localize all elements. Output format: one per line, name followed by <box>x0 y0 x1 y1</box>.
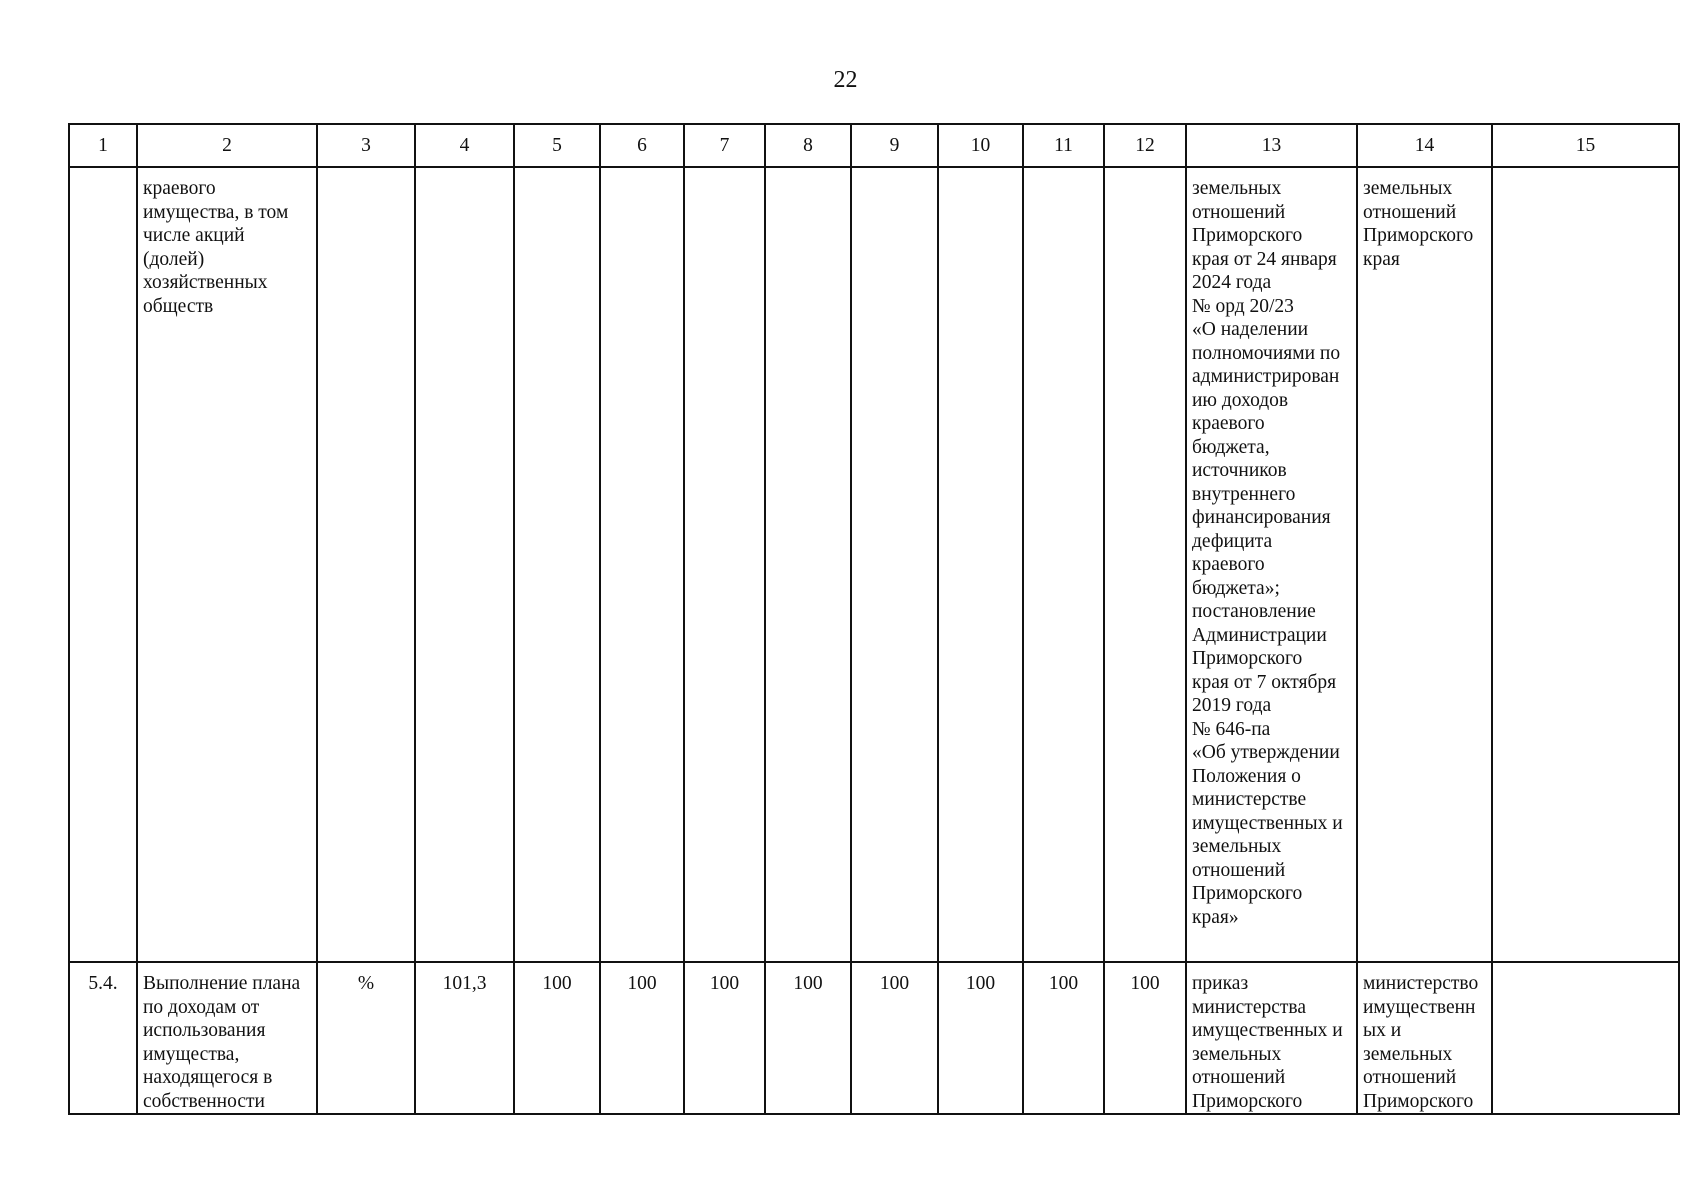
page-number: 22 <box>833 67 858 93</box>
table-row <box>69 167 1679 962</box>
cell-notes <box>1492 962 1679 1114</box>
cell-value <box>765 167 851 962</box>
column-header: 8 <box>765 124 851 167</box>
cell-value: 100 <box>600 962 684 1114</box>
cell-value: 100 <box>684 962 765 1114</box>
cell-value <box>415 167 514 962</box>
cell-responsible: министерство имущественн ых и земельных отношений Приморского <box>1357 962 1492 1114</box>
cell-value: 100 <box>765 962 851 1114</box>
column-header: 9 <box>851 124 938 167</box>
cell-value: 101,3 <box>415 962 514 1114</box>
cell-value: 100 <box>514 962 600 1114</box>
cell-indicator-name: краевого имущества, в том числе акций (долей) хозяйственных обществ <box>137 167 317 962</box>
column-header: 4 <box>415 124 514 167</box>
cell-value <box>684 167 765 962</box>
cell-value: 100 <box>938 962 1023 1114</box>
cell-value <box>600 167 684 962</box>
cell-unit: % <box>317 962 415 1114</box>
column-header: 11 <box>1023 124 1104 167</box>
column-header: 5 <box>514 124 600 167</box>
cell-legal-basis: приказ министерства имущественных и земельных отношений Приморского <box>1186 962 1357 1114</box>
cell-indicator-name: Выполнение плана по доходам от использования имущества, находящегося в собственности <box>137 962 317 1114</box>
cell-legal-basis: земельных отношений Приморского края от 24 января 2024 года № орд 20/23 «О наделении полномочиями по администрирован ию доходов краевого бюджета, источников внутреннего финансирования дефицита краевого бюджета»; постановление Администрации Приморского края от 7 октября 2019 года № 646-па «Об утверждении Положения о министерстве имущественных и земельных отношений Приморского края» <box>1186 167 1357 962</box>
column-header: 6 <box>600 124 684 167</box>
cell-value: 100 <box>1104 962 1186 1114</box>
column-header: 2 <box>137 124 317 167</box>
column-header: 3 <box>317 124 415 167</box>
column-header: 15 <box>1492 124 1679 167</box>
column-header: 7 <box>684 124 765 167</box>
indicators-table <box>68 123 1680 1115</box>
cell-value: 100 <box>1023 962 1104 1114</box>
cell-number: 5.4. <box>69 962 137 1114</box>
column-header: 12 <box>1104 124 1186 167</box>
cell-notes <box>1492 167 1679 962</box>
column-header: 1 <box>69 124 137 167</box>
cell-unit <box>317 167 415 962</box>
column-header: 13 <box>1186 124 1357 167</box>
cell-value <box>1104 167 1186 962</box>
cell-value: 100 <box>851 962 938 1114</box>
column-header: 14 <box>1357 124 1492 167</box>
cell-responsible: земельных отношений Приморского края <box>1357 167 1492 962</box>
table-row <box>69 962 1679 1114</box>
column-number-header <box>69 124 1679 167</box>
cell-value <box>514 167 600 962</box>
cell-value <box>1023 167 1104 962</box>
cell-value <box>851 167 938 962</box>
cell-value <box>938 167 1023 962</box>
column-header: 10 <box>938 124 1023 167</box>
cell-number <box>69 167 137 962</box>
